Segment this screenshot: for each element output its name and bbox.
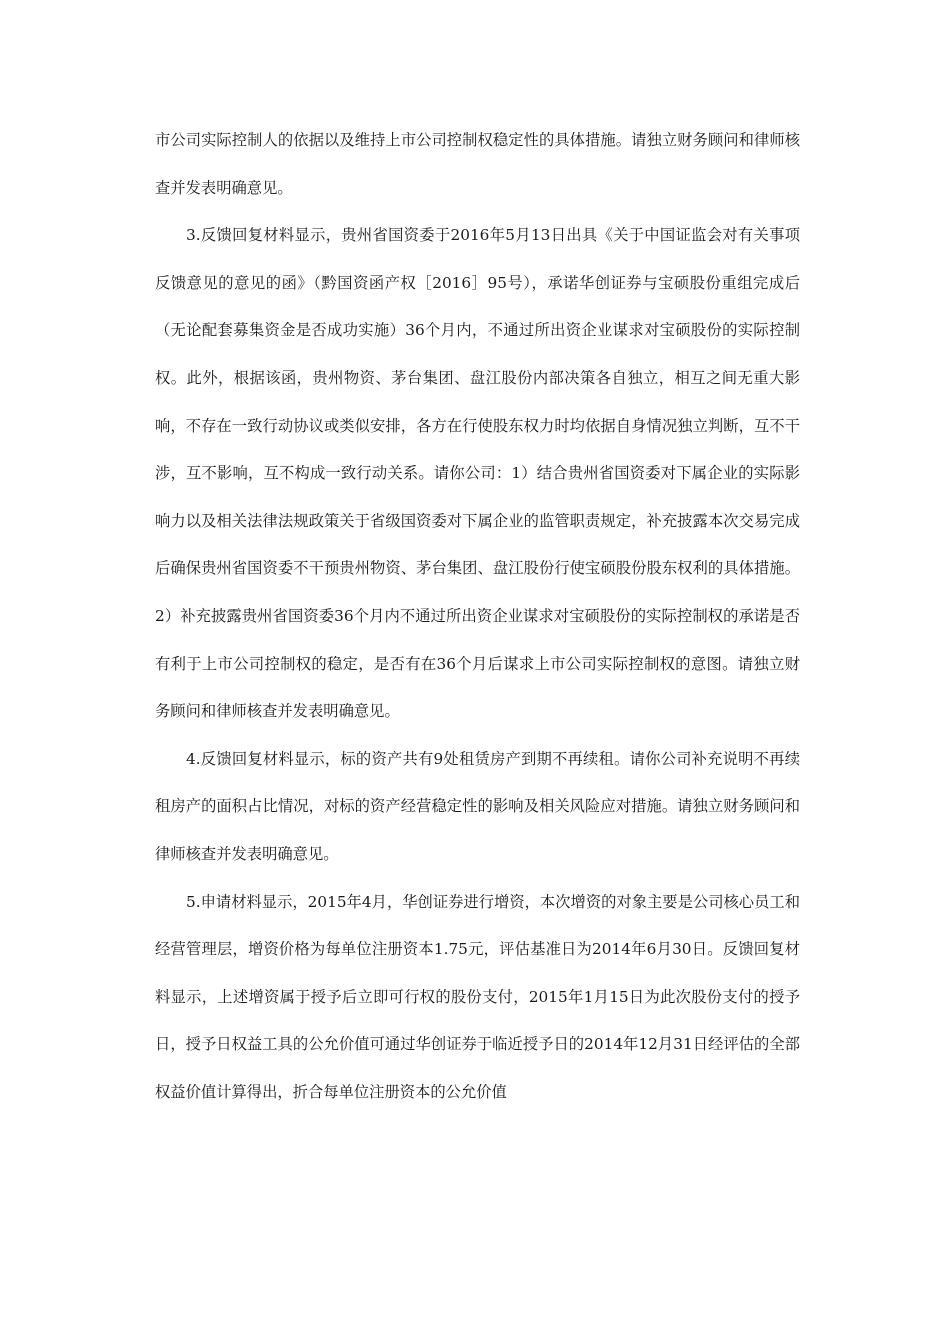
paragraph-item-5: 5.申请材料显示，2015年4月，华创证券进行增资，本次增资的对象主要是公司核心员工和经营管理层，增资价格为每单位注册资本1.75元，评估基准日为2014年6月30日。反馈回复材料显示，上述增资属于授予后立即可行权的股份支付，2015年1月15日为此次股份支付的授予日，授予日权益工具的公允价值可通过华创证券于临近授予日的2014年12月31日经评估的全部权益价值计算得出，折合每单位注册资本的公允价值 (155, 892, 800, 1101)
paragraph-item-4: 4.反馈回复材料显示，标的资产共有9处租赁房产到期不再续租。请你公司补充说明不再续租房产的面积占比情况，对标的资产经营稳定性的影响及相关风险应对措施。请独立财务顾问和律师核查并发表明确意见。 (155, 749, 800, 863)
paragraph-item-3: 3.反馈回复材料显示，贵州省国资委于2016年5月13日出具《关于中国证监会对有关事项反馈意见的意见的函》（黔国资函产权［2016］95号），承诺华创证券与宝硕股份重组完成后（无论配套募集资金是否成功实施）36个月内，不通过所出资企业谋求对宝硕股份的实际控制权。此外，根据该函，贵州物资、茅台集团、盘江股份内部决策各自独立，相互之间无重大影响，不存在一致行动协议或类似安排，各方在行使股东权力时均依据自身情况独立判断，互不干涉，互不影响，互不构成一致行动关系。请你公司：1）结合贵州省国资委对下属企业的实际影响力以及相关法律法规政策关于省级国资委对下属企业的监管职责规定，补充披露本次交易完成后确保贵州省国资委不干预贵州物资、茅台集团、盘江股份行使宝硕股份股东权利的具体措施。2）补充披露贵州省国资委36个月内不通过所出资企业谋求对宝硕股份的实际控制权的承诺是否有利于上市公司控制权的稳定，是否有在36个月后谋求上市公司实际控制权的意图。请独立财务顾问和律师核查并发表明确意见。 (155, 226, 800, 721)
paragraph-continuation: 市公司实际控制人的依据以及维持上市公司控制权稳定性的具体措施。请独立财务顾问和律师核查并发表明确意见。 (155, 131, 800, 197)
document-body (155, 117, 800, 1116)
